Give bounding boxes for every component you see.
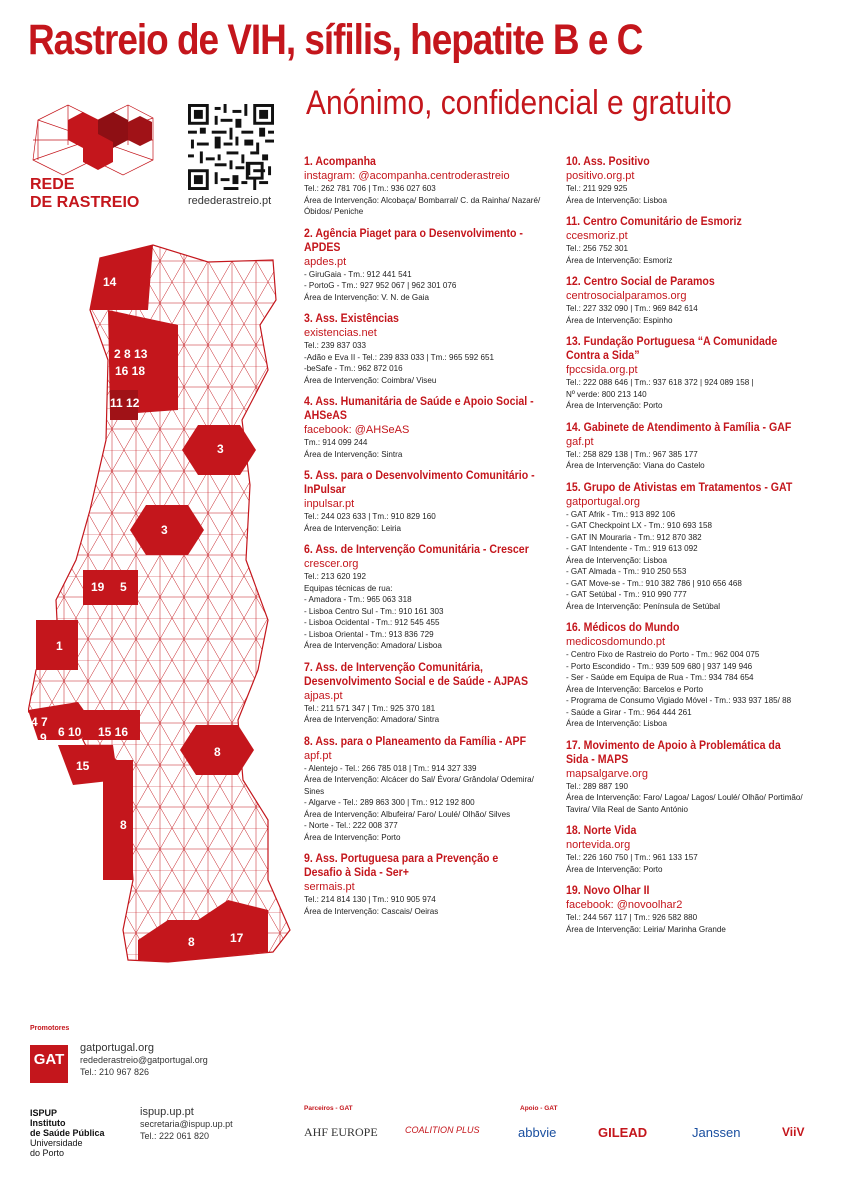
janssen-logo: Janssen: [692, 1125, 741, 1140]
gat-phone: Tel.: 210 967 826: [80, 1067, 150, 1077]
org-link[interactable]: facebook: @AHSeAS: [304, 424, 410, 436]
map-label: 4 7: [31, 715, 48, 729]
map-label: 17: [230, 931, 244, 945]
map-label: 19: [91, 580, 105, 594]
org-link[interactable]: nortevida.org: [566, 839, 631, 851]
org-column-1: [304, 155, 559, 926]
org-detail-line: Área de Intervenção: Espinho: [566, 314, 673, 325]
org-name: 17. Movimento de Apoio à Problemática da Sida - MAPS: [566, 739, 781, 766]
org-detail-line: Área de Intervenção: Cascais/ Oeiras: [304, 905, 439, 916]
org-entry: [566, 621, 821, 730]
org-name: 9. Ass. Portuguesa para a Prevenção e Desafio à Sida - Ser+: [304, 853, 499, 879]
org-detail-line: - Porto Escondido - Tm.: 939 509 680 | 937 149 946: [566, 660, 753, 671]
ispup-logo-line: de Saúde Pública: [30, 1128, 105, 1138]
org-name: 14. Gabinete de Atendimento à Família - GAF: [566, 421, 792, 434]
map-label: 5: [120, 580, 127, 594]
org-link[interactable]: inpulsar.pt: [304, 498, 355, 510]
apoio-label: Apoio - GAT: [520, 1105, 558, 1112]
org-entry: [304, 852, 559, 917]
org-detail-line: Tel.: 226 160 750 | Tm.: 961 133 157: [566, 852, 698, 862]
org-name: 3. Ass. Existências: [304, 313, 399, 325]
abbvie-logo: abbvie: [518, 1125, 557, 1140]
org-entry: [566, 739, 821, 816]
viiv-logo: ViiV: [782, 1125, 805, 1139]
org-detail-line: Tel.: 244 023 633 | Tm.: 910 829 160: [304, 511, 436, 521]
org-link[interactable]: fpccsida.org.pt: [566, 364, 638, 376]
org-entry: [304, 227, 559, 304]
ispup-logo-line: ISPUP: [30, 1108, 58, 1118]
org-detail-line: Área de Intervenção: Sintra: [304, 448, 403, 459]
org-link[interactable]: ccesmoriz.pt: [566, 230, 628, 242]
org-detail-line: Área de Intervenção: Lisboa: [566, 194, 668, 205]
org-detail-line: - GiruGaia - Tm.: 912 441 541: [304, 268, 412, 279]
org-link[interactable]: medicosdomundo.pt: [566, 636, 666, 648]
portugal-map: [28, 240, 300, 985]
org-detail-line: Área de Intervenção: Leiria/ Marinha Grande: [566, 923, 726, 934]
org-detail-line: Área de Intervenção: Albufeira/ Faro/ Loulé/ Olhão/ Silves: [304, 808, 511, 819]
org-detail-line: -beSafe - Tm.: 962 872 016: [304, 363, 403, 373]
org-link[interactable]: mapsalgarve.org: [566, 767, 648, 780]
org-detail-line: - PortoG - Tm.: 927 952 067 | 962 301 076: [304, 280, 457, 290]
org-detail-line: Área de Intervenção: Viana do Castelo: [566, 460, 705, 470]
org-detail-line: - Ser - Saúde em Equipa de Rua - Tm.: 934 784 654: [566, 672, 754, 682]
promotores-label: Promotores: [30, 1025, 70, 1032]
org-detail-line: Óbidos/ Peniche: [304, 206, 364, 216]
org-name: 8. Ass. para o Planeamento da Família - APF: [304, 735, 527, 748]
org-detail-line: Tel.: 227 332 090 | Tm.: 969 842 614: [566, 303, 698, 313]
org-name: 4. Ass. Humanitária de Saúde e Apoio Social - AHSeAS: [304, 396, 534, 422]
map-label: 11 12: [110, 396, 140, 410]
org-detail-line: Área de Intervenção: Barcelos e Porto: [566, 683, 703, 694]
org-detail-line: Tm.: 914 099 244: [304, 437, 368, 447]
org-detail-line: - Lisboa Oriental - Tm.: 913 836 729: [304, 628, 434, 639]
org-name: 1. Acompanha: [304, 156, 376, 168]
logo-line-1: REDE: [30, 176, 75, 193]
org-detail-line: - GAT Afrik - Tm.: 913 892 106: [566, 508, 676, 519]
org-entry: [304, 469, 559, 534]
parceiros-label: Parceiros - GAT: [304, 1105, 353, 1112]
org-detail-line: -Adão e Eva II - Tel.: 239 833 033 | Tm.: 965 592 651: [304, 351, 494, 362]
org-detail-line: Área de Intervenção: Porto: [566, 863, 663, 874]
org-detail-line: - Centro Fixo de Rastreio do Porto - Tm.: 962 004 075: [566, 649, 760, 659]
org-link[interactable]: positivo.org.pt: [566, 170, 635, 182]
org-column-2: [566, 155, 821, 944]
org-detail-line: - GAT Setúbal - Tm.: 910 990 777: [566, 589, 687, 599]
ispup-logo-line: Universidade: [30, 1138, 83, 1148]
map-label: 2 8 13: [114, 347, 148, 361]
org-detail-line: - Lisboa Ocidental - Tm.: 912 545 455: [304, 617, 440, 627]
org-detail-line: Área de Intervenção: Faro/ Lagoa/ Lagos/ Loulé/ Olhão/ Portimão/: [566, 792, 803, 802]
qr-label[interactable]: redederastreio.pt: [188, 195, 272, 207]
page-title: Rastreio de VIH, sífilis, hepatite B e C: [28, 16, 643, 64]
ispup-phone: Tel.: 222 061 820: [140, 1131, 210, 1141]
org-detail-line: Área de Intervenção: Leiria: [304, 522, 402, 533]
org-detail-line: Tel.: 289 887 190: [566, 780, 628, 791]
ispup-website[interactable]: ispup.up.pt: [140, 1106, 194, 1118]
org-detail-line: - GAT IN Mouraria - Tm.: 912 870 382: [566, 531, 702, 542]
map-label: 15: [76, 759, 90, 773]
org-link[interactable]: centrosocialparamos.org: [566, 290, 687, 302]
org-detail-line: Tel.: 213 620 192: [304, 571, 366, 581]
ispup-logo-line: do Porto: [30, 1148, 65, 1158]
org-detail-line: - Programa de Consumo Vigiado Móvel - Tm.: 933 937 185/ 88: [566, 695, 792, 705]
org-detail-line: Área de Intervenção: Coimbra/ Viseu: [304, 374, 437, 385]
org-detail-line: Área de Intervenção: Lisboa: [566, 718, 668, 728]
org-detail-line: - Amadora - Tm.: 965 063 318: [304, 594, 412, 604]
gat-logo: GAT: [30, 1045, 68, 1083]
org-detail-line: Área de Intervenção: Porto: [566, 400, 663, 410]
org-name: 2. Agência Piaget para o Desenvolvimento - APDES: [304, 227, 523, 254]
org-entry: [304, 395, 559, 460]
org-detail-line: Área de Intervenção: Lisboa: [566, 554, 668, 565]
map-label: 14: [103, 275, 117, 289]
org-detail-line: Área de Intervenção: Esmoriz: [566, 254, 673, 265]
gat-website[interactable]: gatportugal.org: [80, 1042, 154, 1054]
org-detail-line: Nº verde: 800 213 140: [566, 388, 647, 399]
org-detail-line: Área de Intervenção: Porto: [304, 831, 401, 842]
logo-text: [30, 176, 139, 212]
org-detail-line: Área de Intervenção: V. N. de Gaia: [304, 291, 429, 302]
org-name: 12. Centro Social de Paramos: [566, 276, 715, 288]
map-label: 8: [120, 818, 127, 832]
ispup-email[interactable]: secretaria@ispup.up.pt: [140, 1119, 233, 1129]
org-detail-line: Tel.: 211 929 925: [566, 183, 628, 193]
coalition-plus-logo: COALITION PLUS: [405, 1125, 480, 1135]
map-label: 3: [161, 523, 168, 537]
org-name: 7. Ass. de Intervenção Comunitária, Desenvolvimento Social e de Saúde - AJPAS: [304, 661, 529, 688]
org-name: 18. Norte Vida: [566, 825, 637, 837]
org-link[interactable]: sermais.pt: [304, 881, 355, 893]
org-detail-line: - Norte - Tel.: 222 008 377: [304, 820, 398, 830]
org-detail-line: Tel.: 256 752 301: [566, 243, 628, 253]
org-entry: [566, 824, 821, 875]
ispup-logo: [30, 1108, 105, 1158]
org-entry: [566, 884, 821, 935]
org-link[interactable]: gaf.pt: [566, 435, 594, 448]
org-link[interactable]: gatportugal.org: [566, 495, 640, 508]
org-detail-line: Tavira/ Vila Real de Santo António: [566, 803, 689, 814]
org-detail-line: Tel.: 239 837 033: [304, 340, 366, 350]
org-detail-line: Área de Intervenção: Alcobaça/ Bombarral/ C. da Rainha/ Nazaré/: [304, 194, 541, 205]
org-entry: [566, 335, 821, 412]
org-detail-line: Tel.: 214 814 130 | Tm.: 910 905 974: [304, 894, 436, 904]
map-label: 16 18: [115, 364, 146, 378]
org-name: 5. Ass. para o Desenvolvimento Comunitário - InPulsar: [304, 470, 535, 496]
logo-line-2: DE RASTREIO: [30, 194, 140, 211]
org-entry: [566, 155, 821, 206]
org-link[interactable]: instagram: @acompanha.centroderastreio: [304, 170, 510, 182]
org-detail-line: Equipas técnicas de rua:: [304, 582, 393, 593]
org-detail-line: Área de Intervenção: Alcácer do Sal/ Évora/ Grândola/ Odemira/: [304, 774, 534, 784]
org-name: 19. Novo Olhar II: [566, 885, 650, 897]
map-label: 6 10: [58, 725, 82, 739]
map-label: 15 16: [98, 725, 129, 739]
map-label: 8: [188, 935, 195, 949]
org-detail-line: - GAT Move-se - Tm.: 910 382 786 | 910 656 468: [566, 577, 742, 588]
org-name: 15. Grupo de Ativistas em Tratamentos - GAT: [566, 481, 793, 494]
map-label: 1: [56, 639, 63, 653]
org-detail-line: - Lisboa Centro Sul - Tm.: 910 161 303: [304, 605, 444, 616]
map-label: 3: [217, 442, 224, 456]
ahf-europe-logo: AHF EUROPE: [304, 1125, 378, 1139]
org-entry: [566, 481, 821, 613]
org-name: 6. Ass. de Intervenção Comunitária - Crescer: [304, 544, 529, 556]
org-detail-line: Área de Intervenção: Amadora/ Lisboa: [304, 640, 442, 650]
org-link[interactable]: crescer.org: [304, 558, 359, 570]
org-name: 13. Fundação Portuguesa “A Comunidade Contra a Sida”: [566, 336, 778, 362]
org-entry: [566, 275, 821, 326]
org-entry: [304, 735, 559, 844]
org-detail-line: Área de Intervenção: Península de Setúbal: [566, 600, 721, 611]
org-name: 10. Ass. Positivo: [566, 156, 650, 168]
org-detail-line: - GAT Almada - Tm.: 910 250 553: [566, 566, 687, 576]
org-detail-line: Tel.: 258 829 138 | Tm.: 967 385 177: [566, 448, 698, 459]
org-entry: [304, 312, 559, 386]
org-detail-line: - GAT Intendente - Tm.: 919 613 092: [566, 543, 698, 553]
org-entry: [304, 661, 559, 726]
org-detail-line: - GAT Checkpoint LX - Tm.: 910 693 158: [566, 520, 712, 530]
qr-code[interactable]: [188, 104, 274, 190]
page-subtitle: Anónimo, confidencial e gratuito: [306, 84, 732, 122]
org-entry: [566, 421, 821, 472]
org-link[interactable]: apf.pt: [304, 749, 332, 762]
map-label: 9: [40, 731, 47, 745]
gat-contact: [80, 1042, 208, 1078]
org-link[interactable]: existencias.net: [304, 327, 377, 339]
org-detail-line: - Algarve - Tel.: 289 863 300 | Tm.: 912 192 800: [304, 797, 475, 807]
org-detail-line: Área de Intervenção: Amadora/ Sintra: [304, 714, 440, 724]
org-entry: [304, 155, 559, 218]
org-detail-line: Tel.: 262 781 706 | Tm.: 936 027 603: [304, 183, 436, 193]
org-name: 11. Centro Comunitário de Esmoriz: [566, 216, 742, 228]
org-entry: [304, 543, 559, 652]
gilead-logo: GILEAD: [598, 1125, 648, 1140]
org-detail-line: - Saúde a Girar - Tm.: 964 444 261: [566, 706, 692, 717]
org-name: 16. Médicos do Mundo: [566, 622, 680, 634]
ispup-contact: [140, 1106, 233, 1142]
org-entry: [566, 215, 821, 266]
org-detail-line: Tel.: 222 088 646 | Tm.: 937 618 372 | 924 089 158 |: [566, 377, 754, 387]
ispup-logo-line: Instituto: [30, 1118, 66, 1128]
org-detail-line: Sines: [304, 785, 325, 796]
org-detail-line: Tel.: 211 571 347 | Tm.: 925 370 181: [304, 702, 436, 713]
org-detail-line: - Alentejo - Tel.: 266 785 018 | Tm.: 914 327 339: [304, 762, 477, 773]
gat-email[interactable]: redederastreio@gatportugal.org: [80, 1055, 208, 1065]
org-link[interactable]: facebook: @novoolhar2: [566, 899, 683, 911]
org-link[interactable]: ajpas.pt: [304, 689, 343, 702]
org-link[interactable]: apdes.pt: [304, 255, 347, 268]
map-label: 8: [214, 745, 221, 759]
org-detail-line: Tel.: 244 567 117 | Tm.: 926 582 880: [566, 912, 698, 922]
